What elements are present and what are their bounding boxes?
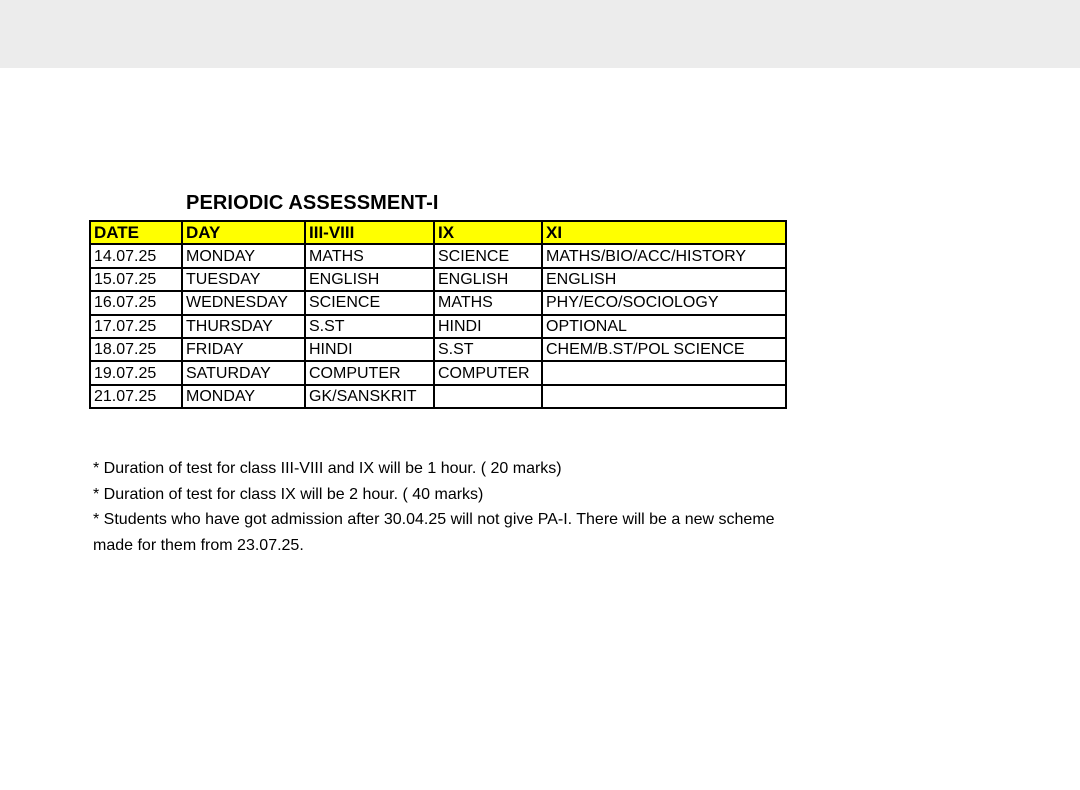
cell-date: 18.07.25 [90, 338, 182, 361]
cell-date: 14.07.25 [90, 244, 182, 267]
assessment-schedule-table [89, 220, 787, 409]
cell-iii-viii: COMPUTER [305, 361, 434, 384]
column-header-day: DAY [182, 221, 305, 244]
cell-iii-viii: ENGLISH [305, 268, 434, 291]
cell-ix: MATHS [434, 291, 542, 314]
cell-xi: PHY/ECO/SOCIOLOGY [542, 291, 786, 314]
cell-iii-viii: GK/SANSKRIT [305, 385, 434, 408]
table-row [90, 338, 786, 361]
column-header-date: DATE [90, 221, 182, 244]
column-header-class-xi: XI [542, 221, 786, 244]
page-title: PERIODIC ASSESSMENT-I [186, 192, 439, 214]
cell-xi: OPTIONAL [542, 315, 786, 338]
cell-date: 17.07.25 [90, 315, 182, 338]
cell-day: THURSDAY [182, 315, 305, 338]
cell-date: 16.07.25 [90, 291, 182, 314]
table-row [90, 268, 786, 291]
table-row [90, 315, 786, 338]
cell-xi: CHEM/B.ST/POL SCIENCE [542, 338, 786, 361]
cell-day: MONDAY [182, 244, 305, 267]
cell-iii-viii: HINDI [305, 338, 434, 361]
cell-xi [542, 385, 786, 408]
note-line: * Duration of test for class III-VIII and IX will be 1 hour. ( 20 marks) [93, 460, 562, 477]
table-row [90, 385, 786, 408]
cell-iii-viii: S.ST [305, 315, 434, 338]
cell-ix: HINDI [434, 315, 542, 338]
cell-ix: ENGLISH [434, 268, 542, 291]
cell-date: 21.07.25 [90, 385, 182, 408]
document-page [0, 68, 1080, 790]
cell-iii-viii: MATHS [305, 244, 434, 267]
cell-day: SATURDAY [182, 361, 305, 384]
column-header-class-iii-viii: III-VIII [305, 221, 434, 244]
cell-ix: S.ST [434, 338, 542, 361]
cell-ix [434, 385, 542, 408]
table-header-row [90, 221, 786, 244]
note-line: * Duration of test for class IX will be 2 hour. ( 40 marks) [93, 485, 484, 503]
cell-iii-viii: SCIENCE [305, 291, 434, 314]
table-row [90, 244, 786, 267]
cell-xi: MATHS/BIO/ACC/HISTORY [542, 244, 786, 267]
column-header-class-ix: IX [434, 221, 542, 244]
note-line: made for them from 23.07.25. [93, 536, 304, 554]
notes-block [93, 456, 873, 558]
viewer-top-bar [0, 0, 1080, 68]
cell-day: TUESDAY [182, 268, 305, 291]
cell-ix: COMPUTER [434, 361, 542, 384]
cell-xi: ENGLISH [542, 268, 786, 291]
cell-date: 19.07.25 [90, 361, 182, 384]
cell-ix: SCIENCE [434, 244, 542, 267]
note-line: * Students who have got admission after 30.04.25 will not give PA-I. There will be a new scheme [93, 511, 775, 528]
cell-date: 15.07.25 [90, 268, 182, 291]
table-row [90, 291, 786, 314]
cell-xi [542, 361, 786, 384]
cell-day: MONDAY [182, 385, 305, 408]
cell-day: FRIDAY [182, 338, 305, 361]
cell-day: WEDNESDAY [182, 291, 305, 314]
table-row [90, 361, 786, 384]
